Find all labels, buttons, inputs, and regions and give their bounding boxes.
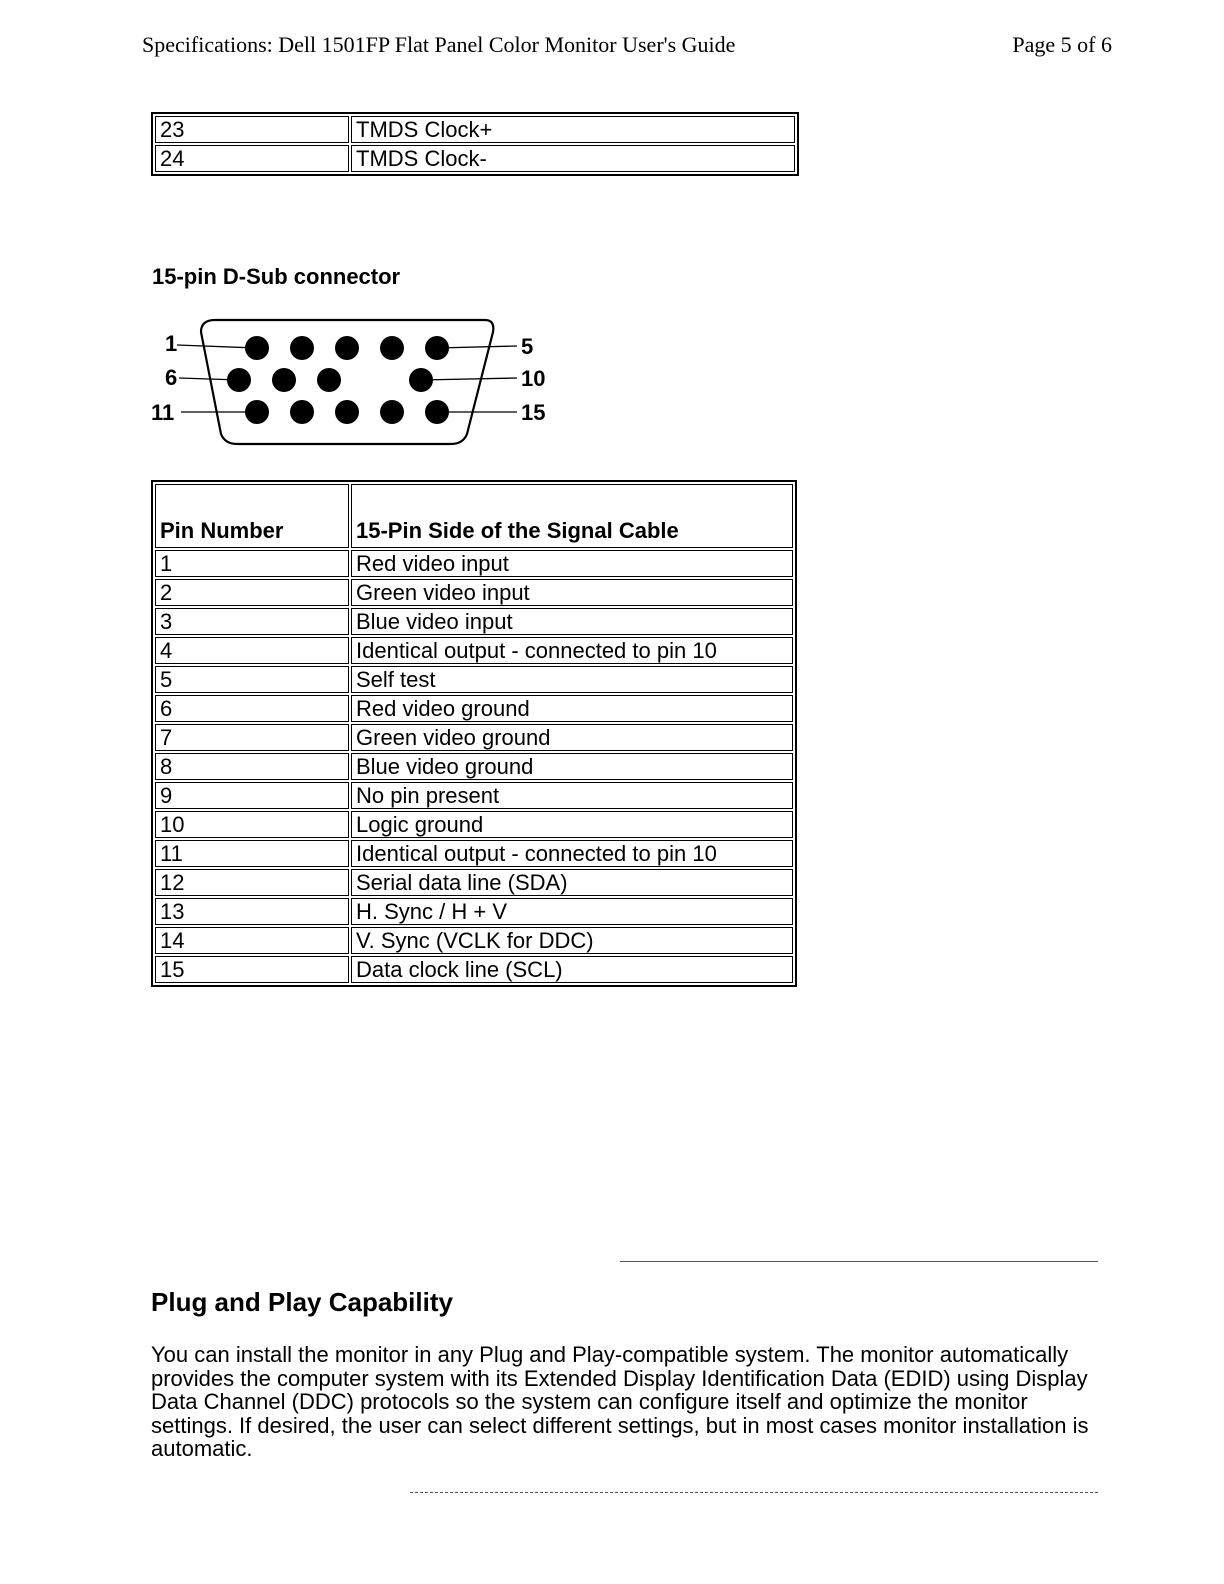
signal-cell: Red video ground [351,695,793,722]
signal-cell: Identical output - connected to pin 10 [351,637,793,664]
dsub-connector-diagram [145,312,565,452]
signal-cell: H. Sync / H + V [351,898,793,925]
table-row [155,811,793,838]
page-number: Page 5 of 6 [1012,32,1112,57]
pin-4-dot [380,336,404,360]
signal-cell: Green video input [351,579,793,606]
pin-2-dot [290,336,314,360]
column-header-pin-number: Pin Number [155,484,349,548]
pin-8-dot [317,368,341,392]
pin-number-cell: 8 [155,753,349,780]
column-header-signal: 15-Pin Side of the Signal Cable [351,484,793,548]
table-row [155,608,793,635]
table-header-row [155,484,793,548]
signal-cell: Identical output - connected to pin 10 [351,840,793,867]
table-row [155,782,793,809]
signal-cell: Blue video ground [351,753,793,780]
pin-label-5: 5 [521,334,534,359]
table-row [155,840,793,867]
pin-number-cell: 1 [155,550,349,577]
pin-number-cell: 4 [155,637,349,664]
pin-number-cell: 9 [155,782,349,809]
dsub-connector-heading: 15-pin D-Sub connector [152,264,401,289]
table-row [155,898,793,925]
pin-number-cell: 11 [155,840,349,867]
table-row [155,666,793,693]
table-row [155,927,793,954]
pin-12-dot [290,400,314,424]
pin-label-15: 15 [521,400,546,425]
signal-cell: TMDS Clock+ [351,116,795,143]
table-row [155,116,795,143]
document-header-title: Specifications: Dell 1501FP Flat Panel Color Monitor User's Guide [142,32,736,57]
pin-3-dot [335,336,359,360]
pin-number-cell: 24 [155,145,349,172]
divider-rule [620,1261,1098,1262]
pin-number-cell: 23 [155,116,349,143]
table-row [155,145,795,172]
pin-number-cell: 13 [155,898,349,925]
table-row [155,753,793,780]
pin-14-dot [380,400,404,424]
table-row [155,695,793,722]
plug-and-play-paragraph: You can install the monitor in any Plug and Play-compatible system. The monitor automatically provides the computer system with its Extended Display Identification Data (EDID) using Display Data Channel (DDC) protocols so the system can configure itself and optimize the monitor settings. If desired, the user can select different settings, but in most cases monitor installation is automatic. [151,1342,1089,1461]
table-row [155,956,793,983]
signal-cell: TMDS Clock- [351,145,795,172]
signal-cell: Red video input [351,550,793,577]
table-row [155,579,793,606]
pin-number-cell: 14 [155,927,349,954]
dsub-pin-table [151,480,797,987]
pin-13-dot [335,400,359,424]
plug-and-play-heading: Plug and Play Capability [151,1287,453,1317]
signal-cell: Logic ground [351,811,793,838]
pin-label-6: 6 [165,365,178,390]
pin-number-cell: 12 [155,869,349,896]
pin-label-1: 1 [165,331,178,356]
table-row [155,637,793,664]
table-row [155,724,793,751]
table-row [155,869,793,896]
pin-7-dot [272,368,296,392]
pin-label-10: 10 [521,366,546,391]
pin-number-cell: 15 [155,956,349,983]
pin-number-cell: 5 [155,666,349,693]
pin-number-cell: 7 [155,724,349,751]
divider-rule-bottom [410,1492,1098,1493]
dvi-pin-table-continued [151,112,799,176]
signal-cell: Green video ground [351,724,793,751]
pin-number-cell: 2 [155,579,349,606]
signal-cell: Blue video input [351,608,793,635]
signal-cell: Data clock line (SCL) [351,956,793,983]
pin-number-cell: 6 [155,695,349,722]
signal-cell: Self test [351,666,793,693]
table-row [155,550,793,577]
pin-label-11: 11 [151,400,175,425]
pin-number-cell: 3 [155,608,349,635]
signal-cell: Serial data line (SDA) [351,869,793,896]
dsub-pin-table-body [155,550,793,983]
pin-number-cell: 10 [155,811,349,838]
signal-cell: No pin present [351,782,793,809]
signal-cell: V. Sync (VCLK for DDC) [351,927,793,954]
